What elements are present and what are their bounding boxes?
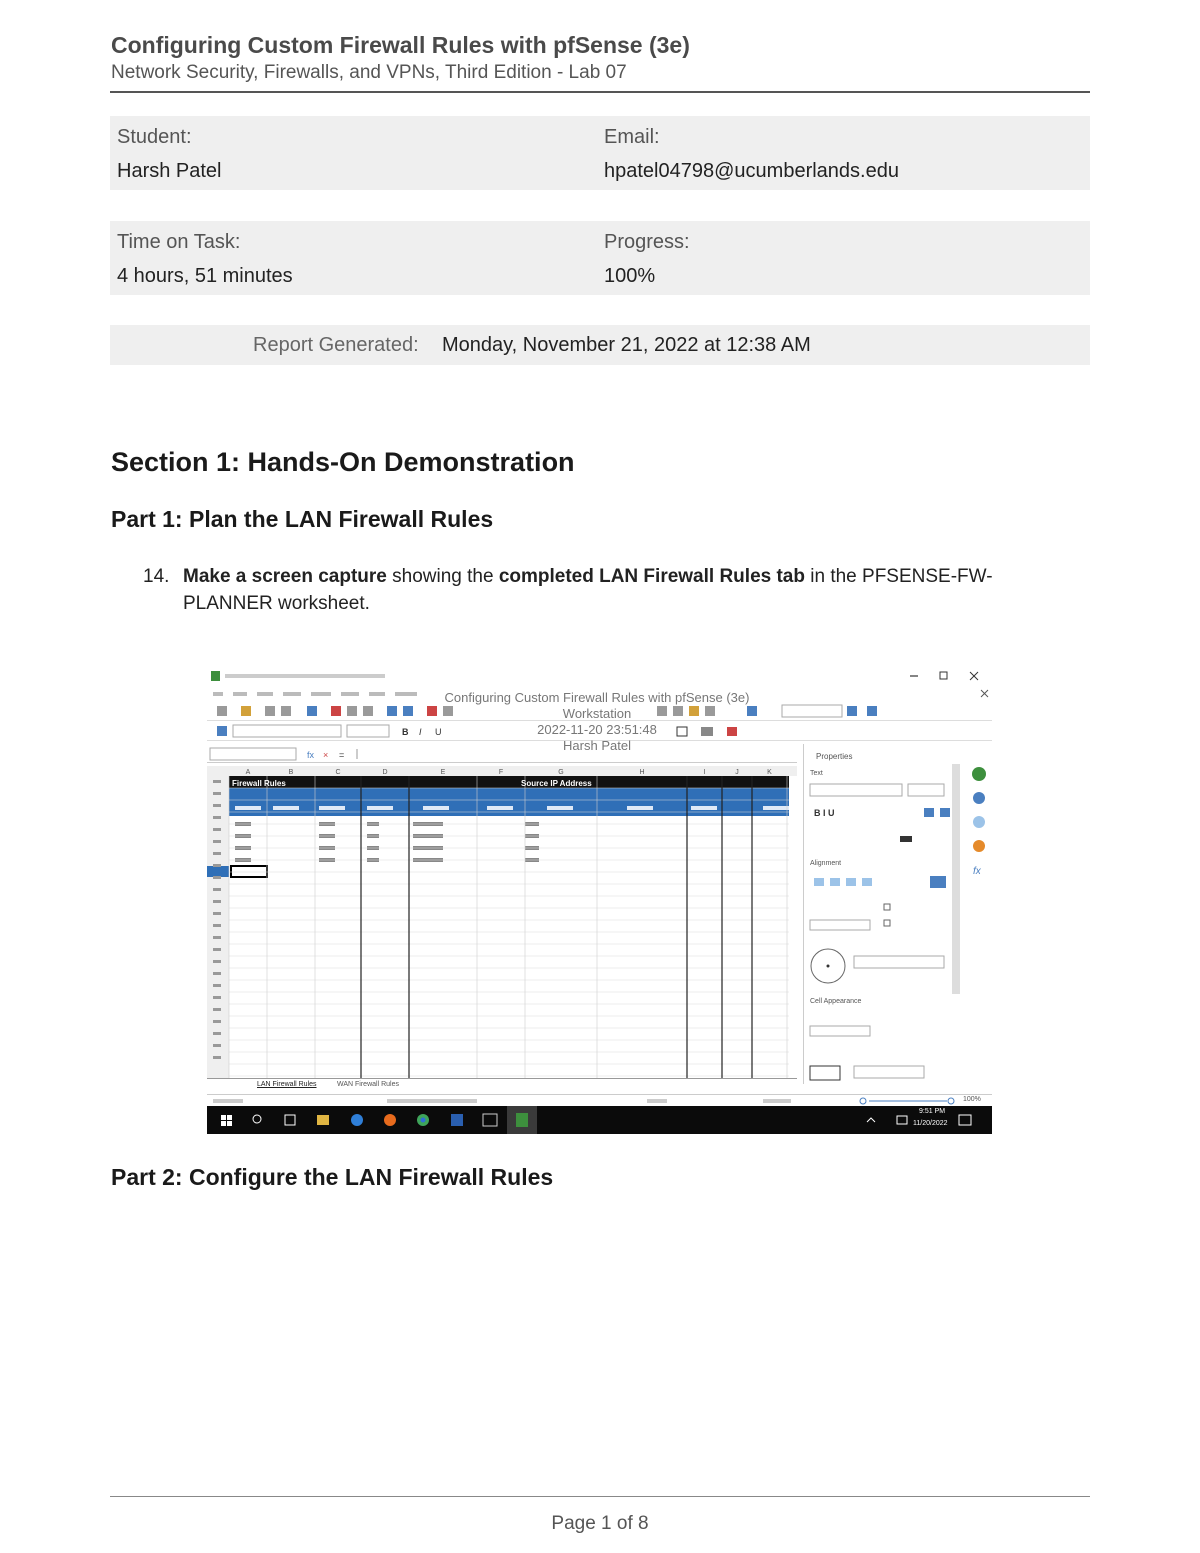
footer-divider bbox=[110, 1496, 1090, 1497]
svg-text:=: = bbox=[339, 750, 345, 760]
properties-sidebar bbox=[803, 744, 964, 1084]
svg-text:B: B bbox=[402, 727, 409, 737]
column-letter-G: G bbox=[558, 769, 564, 776]
windows-taskbar bbox=[207, 1106, 992, 1134]
email-value: hpatel04798@ucumberlands.edu bbox=[604, 160, 899, 182]
svg-text:B I U: B I U bbox=[814, 808, 835, 818]
step-bold-2: completed LAN Firewall Rules tab bbox=[498, 566, 805, 587]
functions-icon: fx bbox=[973, 866, 981, 877]
file-explorer-icon bbox=[317, 1115, 329, 1125]
watermark-title: Configuring Custom Firewall Rules with pfSense (3e) bbox=[444, 690, 750, 705]
selected-cell bbox=[231, 866, 267, 877]
sidebar-section-text: Text bbox=[810, 770, 823, 777]
email-label: Email: bbox=[604, 126, 660, 148]
tab-lan-firewall-rules[interactable]: LAN Firewall Rules bbox=[257, 1081, 317, 1088]
tab-wan-firewall-rules[interactable]: WAN Firewall Rules bbox=[337, 1081, 399, 1088]
capture-watermark bbox=[427, 690, 767, 754]
document-header bbox=[111, 30, 1090, 86]
properties-icon bbox=[972, 767, 986, 781]
start-icon bbox=[221, 1115, 232, 1126]
network-icon bbox=[897, 1116, 907, 1124]
calc-app-icon bbox=[211, 671, 220, 681]
column-letter-A: A bbox=[245, 769, 251, 776]
section-title: Section 1: Hands-On Demonstration bbox=[111, 447, 575, 477]
svg-text:I: I bbox=[419, 727, 422, 737]
tray-chevron-icon bbox=[867, 1118, 875, 1122]
part2-title: Part 2: Configure the LAN Firewall Rules bbox=[111, 1164, 554, 1190]
watermark-host: Workstation bbox=[562, 706, 632, 721]
app-titlebar bbox=[207, 666, 992, 686]
svg-text:fx: fx bbox=[307, 750, 315, 760]
sidebar-deck-icons bbox=[967, 766, 992, 886]
search-icon bbox=[253, 1115, 261, 1123]
step-bold-1: Make a screen capture bbox=[183, 566, 387, 587]
sidebar-section-cell-appearance: Cell Appearance bbox=[810, 998, 862, 1005]
document-title: Configuring Custom Firewall Rules with pfSense (3e) bbox=[111, 32, 690, 58]
watermark-user: Harsh Patel bbox=[563, 738, 631, 753]
step-plain-1: showing the bbox=[386, 566, 499, 587]
styles-icon bbox=[973, 792, 985, 804]
name-box bbox=[210, 748, 296, 760]
document-subtitle: Network Security, Firewalls, and VPNs, Third Edition - Lab 07 bbox=[111, 62, 627, 83]
calc-taskbar-icon bbox=[516, 1113, 528, 1127]
column-letter-F: F bbox=[498, 769, 504, 776]
spreadsheet-grid bbox=[207, 766, 797, 1078]
edge-icon bbox=[351, 1114, 363, 1126]
formula-bar bbox=[207, 746, 797, 763]
student-info-box bbox=[110, 116, 1090, 190]
zoom-level: 100% bbox=[963, 1096, 981, 1103]
restore-icon bbox=[940, 672, 947, 679]
column-letter-H: H bbox=[639, 769, 645, 776]
column-letter-I: I bbox=[703, 769, 706, 776]
powershell-icon bbox=[451, 1114, 463, 1126]
column-letter-K: K bbox=[767, 769, 772, 776]
report-generated-box bbox=[110, 325, 1090, 365]
sidebar-title: Properties bbox=[816, 752, 853, 761]
watermark-time: 2022-11-20 23:51:48 bbox=[537, 722, 657, 737]
taskbar-clock-date: 11/20/2022 bbox=[913, 1120, 948, 1127]
progress-label: Progress: bbox=[604, 231, 690, 253]
screen-capture bbox=[207, 666, 992, 1134]
sheet-tabs bbox=[207, 1078, 797, 1093]
student-label: Student: bbox=[117, 126, 192, 148]
titlebar-graphic bbox=[207, 666, 992, 686]
source-ip-header: Source IP Address bbox=[521, 779, 592, 788]
report-label: Report Generated: bbox=[253, 334, 419, 356]
taskbar-clock-time: 9:51 PM bbox=[919, 1108, 946, 1115]
student-value: Harsh Patel bbox=[117, 160, 222, 182]
firefox-icon bbox=[384, 1114, 396, 1126]
task-view-icon bbox=[285, 1115, 295, 1125]
column-letter-E: E bbox=[440, 769, 446, 776]
svg-text:×: × bbox=[323, 750, 329, 760]
sidebar-section-alignment: Alignment bbox=[810, 860, 842, 867]
sheet-header: Firewall Rules bbox=[232, 779, 286, 788]
gallery-icon bbox=[973, 816, 985, 828]
page-number: Page 1 of 8 bbox=[551, 1513, 649, 1534]
column-letter-B: B bbox=[288, 769, 294, 776]
part1-title: Part 1: Plan the LAN Firewall Rules bbox=[111, 506, 494, 532]
column-letter-J: J bbox=[735, 769, 739, 776]
step-number: 14. bbox=[143, 566, 170, 587]
task-info-box bbox=[110, 221, 1090, 295]
time-label: Time on Task: bbox=[117, 231, 241, 253]
report-value: Monday, November 21, 2022 at 12:38 AM bbox=[442, 334, 811, 356]
notification-icon bbox=[959, 1115, 971, 1125]
time-value: 4 hours, 51 minutes bbox=[117, 265, 293, 287]
header-divider bbox=[110, 91, 1090, 93]
column-letter-D: D bbox=[382, 769, 388, 776]
progress-value: 100% bbox=[604, 265, 656, 287]
step-plain-2: in the PFSENSE-FW-PLANNER worksheet. bbox=[183, 566, 993, 614]
step-text bbox=[183, 563, 1073, 617]
navigator-icon bbox=[973, 840, 985, 852]
terminal-icon bbox=[483, 1114, 497, 1126]
svg-text:U: U bbox=[435, 727, 442, 737]
column-letter-C: C bbox=[335, 769, 341, 776]
